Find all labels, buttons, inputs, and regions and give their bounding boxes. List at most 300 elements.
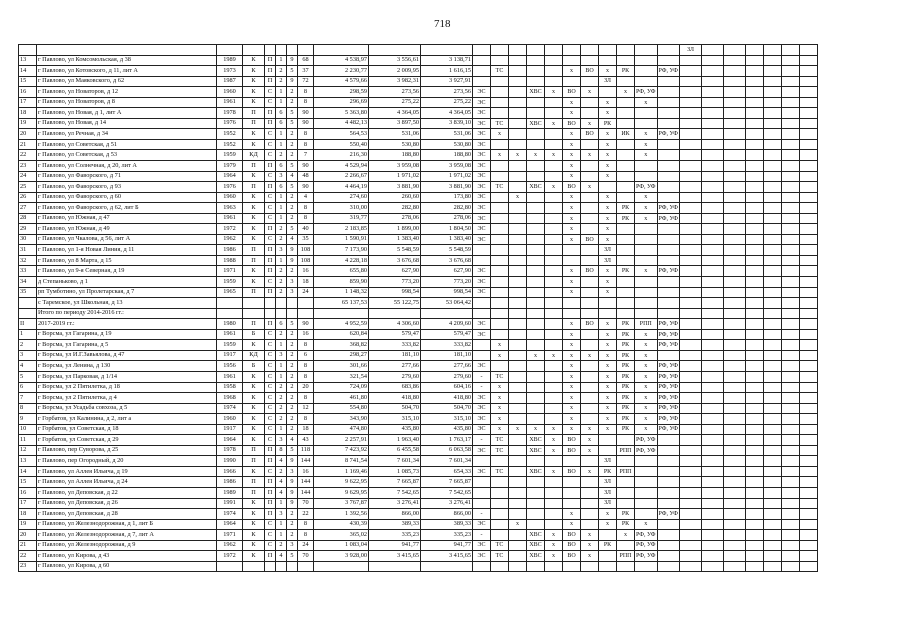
table-cell: x	[599, 287, 617, 298]
table-cell: x	[599, 234, 617, 245]
table-cell	[680, 329, 702, 340]
table-cell: 1 971,02	[369, 171, 421, 182]
table-cell: 2	[276, 76, 287, 87]
table-cell	[545, 234, 563, 245]
table-cell: РФ, УФ	[657, 340, 680, 351]
table-cell	[800, 171, 818, 182]
table-cell: 273,56	[421, 87, 473, 98]
table-cell	[369, 45, 421, 56]
table-cell: x	[617, 87, 635, 98]
table-cell: ЭС	[473, 445, 491, 456]
table-cell	[635, 171, 658, 182]
table-cell	[527, 509, 545, 520]
table-cell: РФ, УФ	[635, 551, 658, 562]
table-row	[19, 403, 818, 414]
table-cell	[800, 456, 818, 467]
table-cell: 1	[276, 361, 287, 372]
table-cell	[702, 129, 724, 140]
table-cell: 2	[287, 509, 298, 520]
table-cell: 7 542,65	[369, 487, 421, 498]
table-cell	[746, 45, 764, 56]
table-cell: 5 548,59	[421, 245, 473, 256]
table-cell	[702, 551, 724, 562]
table-cell	[782, 445, 800, 456]
table-cell: x	[599, 150, 617, 161]
table-cell	[782, 519, 800, 530]
table-cell	[527, 139, 545, 150]
table-cell: РФ, УФ	[657, 266, 680, 277]
table-cell	[746, 255, 764, 266]
table-cell	[724, 456, 746, 467]
table-cell: 181,10	[421, 350, 473, 361]
table-cell: г Павлово, ул Аллея Ильича, д 19	[37, 466, 217, 477]
table-cell: 1 971,02	[421, 171, 473, 182]
table-cell	[509, 255, 527, 266]
table-cell: 108	[298, 245, 314, 256]
table-cell: 8	[298, 203, 314, 214]
table-cell	[527, 361, 545, 372]
table-cell: К	[243, 277, 265, 288]
table-cell	[545, 498, 563, 509]
table-cell	[473, 498, 491, 509]
table-cell: РФ, УФ	[657, 393, 680, 404]
table-cell: 3	[276, 350, 287, 361]
table-row	[19, 55, 818, 66]
table-cell	[746, 350, 764, 361]
table-cell: 37	[298, 66, 314, 77]
table-cell	[724, 66, 746, 77]
table-cell	[800, 371, 818, 382]
table-cell: 1	[276, 139, 287, 150]
table-cell: x	[599, 213, 617, 224]
table-cell	[782, 466, 800, 477]
table-cell: 1961	[217, 329, 243, 340]
table-cell	[545, 371, 563, 382]
table-cell	[563, 561, 581, 572]
table-cell	[509, 161, 527, 172]
table-cell	[764, 540, 782, 551]
table-cell	[724, 445, 746, 456]
table-cell	[527, 308, 545, 319]
table-cell	[764, 340, 782, 351]
table-cell	[680, 87, 702, 98]
table-cell: РФ, УФ	[657, 509, 680, 520]
table-cell	[581, 171, 599, 182]
table-cell: 2	[287, 414, 298, 425]
table-cell: П	[243, 487, 265, 498]
table-cell	[473, 487, 491, 498]
table-cell: x	[599, 171, 617, 182]
table-cell: РФ, УФ	[657, 319, 680, 330]
table-cell	[599, 45, 617, 56]
table-cell	[491, 224, 509, 235]
table-cell	[782, 382, 800, 393]
table-cell: ХВС	[527, 540, 545, 551]
table-row	[19, 350, 818, 361]
table-cell: x	[491, 393, 509, 404]
table-cell: ТС	[491, 182, 509, 193]
table-cell: 2	[276, 393, 287, 404]
table-cell: ВО	[581, 319, 599, 330]
table-cell	[800, 551, 818, 562]
table-cell: 6	[276, 161, 287, 172]
table-cell: 1961	[217, 97, 243, 108]
table-cell	[617, 540, 635, 551]
table-cell: 1991	[217, 498, 243, 509]
table-cell	[724, 329, 746, 340]
table-cell: 1	[276, 213, 287, 224]
table-cell	[800, 435, 818, 446]
table-cell: ЭС	[473, 551, 491, 562]
table-cell	[657, 561, 680, 572]
table-cell	[599, 551, 617, 562]
table-cell: 33	[19, 266, 37, 277]
table-cell	[782, 371, 800, 382]
table-cell: 2	[287, 530, 298, 541]
table-cell: 48	[298, 171, 314, 182]
table-cell	[635, 456, 658, 467]
table-cell: г Павлово, ул Солнечная, д 20, лит А	[37, 161, 217, 172]
table-cell: x	[599, 361, 617, 372]
table-cell: С	[265, 530, 276, 541]
table-cell: x	[491, 403, 509, 414]
table-cell	[276, 298, 287, 309]
table-cell	[680, 298, 702, 309]
table-cell	[702, 361, 724, 372]
table-cell	[545, 393, 563, 404]
table-cell: РК	[617, 350, 635, 361]
table-cell	[746, 129, 764, 140]
table-cell: 2 266,67	[314, 171, 369, 182]
table-cell: К	[243, 171, 265, 182]
table-cell: РФ, УФ	[657, 361, 680, 372]
table-cell: 1961	[217, 371, 243, 382]
table-cell: 1 392,56	[314, 509, 369, 520]
table-cell: 2	[287, 87, 298, 98]
table-cell	[782, 129, 800, 140]
table-cell: 1979	[217, 161, 243, 172]
table-cell	[800, 192, 818, 203]
table-cell: 21	[19, 139, 37, 150]
table-cell: 321,54	[314, 371, 369, 382]
table-cell	[617, 561, 635, 572]
table-cell: ЭС	[473, 129, 491, 140]
table-cell: 1 616,15	[421, 66, 473, 77]
table-cell: 579,47	[369, 329, 421, 340]
table-cell: П	[265, 319, 276, 330]
table-cell: ТС	[491, 551, 509, 562]
table-cell: 4	[276, 487, 287, 498]
table-cell: РК	[617, 213, 635, 224]
table-cell	[782, 319, 800, 330]
table-cell: ЗЛ	[680, 45, 702, 56]
table-cell	[800, 87, 818, 98]
table-cell: x	[563, 519, 581, 530]
table-cell: 2	[287, 403, 298, 414]
table-cell: ВО	[581, 66, 599, 77]
table-cell: x	[563, 424, 581, 435]
table-cell: 282,80	[369, 203, 421, 214]
table-cell: x	[545, 466, 563, 477]
table-cell	[509, 477, 527, 488]
table-cell	[800, 329, 818, 340]
table-cell: x	[581, 424, 599, 435]
table-cell: г Павлово, ул 1-я Новая Линия, д 11	[37, 245, 217, 256]
table-cell	[287, 298, 298, 309]
table-cell	[509, 540, 527, 551]
table-cell: 1976	[217, 182, 243, 193]
table-cell	[617, 55, 635, 66]
table-cell: 2	[287, 519, 298, 530]
table-cell: x	[563, 161, 581, 172]
table-row	[19, 487, 818, 498]
table-cell: К	[243, 66, 265, 77]
table-cell	[509, 487, 527, 498]
table-cell: x	[527, 150, 545, 161]
table-cell	[724, 393, 746, 404]
table-cell	[635, 308, 658, 319]
table-cell: 1917	[217, 424, 243, 435]
table-cell	[617, 487, 635, 498]
table-cell	[746, 435, 764, 446]
table-cell	[369, 561, 421, 572]
table-cell	[800, 382, 818, 393]
table-cell	[764, 456, 782, 467]
table-cell	[702, 108, 724, 119]
table-cell: x	[581, 350, 599, 361]
table-cell	[635, 55, 658, 66]
table-cell: РК	[617, 319, 635, 330]
table-cell: К	[243, 55, 265, 66]
table-cell: 315,10	[369, 414, 421, 425]
table-cell: 2	[287, 139, 298, 150]
table-cell	[509, 403, 527, 414]
table-cell: 1971	[217, 530, 243, 541]
table-cell: 8	[298, 139, 314, 150]
table-cell	[800, 234, 818, 245]
table-cell: ЭС	[473, 403, 491, 414]
table-cell	[581, 45, 599, 56]
table-cell	[545, 203, 563, 214]
table-cell: РК	[617, 382, 635, 393]
table-cell	[746, 108, 764, 119]
table-cell	[800, 255, 818, 266]
table-cell	[746, 76, 764, 87]
table-cell	[702, 182, 724, 193]
table-cell	[680, 393, 702, 404]
table-cell: 1987	[217, 76, 243, 87]
table-cell: П	[265, 55, 276, 66]
table-cell: 998,54	[421, 287, 473, 298]
table-cell	[298, 45, 314, 56]
table-cell	[746, 192, 764, 203]
table-cell	[581, 224, 599, 235]
table-cell	[276, 561, 287, 572]
table-cell	[369, 308, 421, 319]
table-cell	[746, 519, 764, 530]
table-cell	[509, 108, 527, 119]
table-cell	[746, 561, 764, 572]
table-cell: x	[545, 350, 563, 361]
table-cell	[545, 340, 563, 351]
table-cell: г Павлово, ул Котовского, д 11, лит А	[37, 66, 217, 77]
table-cell	[680, 66, 702, 77]
table-cell	[563, 456, 581, 467]
table-cell: ХВС	[527, 445, 545, 456]
table-cell	[746, 477, 764, 488]
table-cell: 1964	[217, 435, 243, 446]
table-cell	[800, 498, 818, 509]
table-cell	[724, 424, 746, 435]
table-cell: 4	[276, 551, 287, 562]
table-cell: ЗЛ	[599, 255, 617, 266]
table-row	[19, 477, 818, 488]
table-cell: К	[243, 519, 265, 530]
table-cell	[527, 371, 545, 382]
table-cell: 435,80	[421, 424, 473, 435]
table-cell	[746, 161, 764, 172]
table-cell: 7 542,65	[421, 487, 473, 498]
table-cell: 4 529,94	[314, 161, 369, 172]
table-cell	[746, 540, 764, 551]
table-cell: 1	[276, 87, 287, 98]
table-cell: РК	[617, 203, 635, 214]
table-cell: г Павлово, ул Кирова, д 43	[37, 551, 217, 562]
table-cell	[800, 76, 818, 87]
table-cell: 23	[19, 561, 37, 572]
table-cell	[509, 298, 527, 309]
table-cell	[581, 329, 599, 340]
table-cell: С	[265, 540, 276, 551]
table-cell	[746, 382, 764, 393]
table-cell: К	[243, 551, 265, 562]
table-cell: К	[243, 97, 265, 108]
table-cell	[617, 171, 635, 182]
table-cell	[581, 371, 599, 382]
table-cell	[635, 255, 658, 266]
table-cell: г Павлово, ул Деповская, д 22	[37, 487, 217, 498]
table-cell: П	[265, 182, 276, 193]
table-cell: ЭС	[473, 329, 491, 340]
table-cell	[657, 540, 680, 551]
table-row	[19, 255, 818, 266]
table-cell	[800, 66, 818, 77]
table-cell: 3	[276, 245, 287, 256]
table-cell: 1	[276, 340, 287, 351]
table-cell	[545, 129, 563, 140]
table-cell: x	[599, 97, 617, 108]
table-cell: 15	[19, 477, 37, 488]
table-cell	[800, 540, 818, 551]
table-cell	[491, 277, 509, 288]
table-cell	[527, 561, 545, 572]
table-cell: 504,70	[421, 403, 473, 414]
table-cell	[509, 76, 527, 87]
table-cell: 16	[298, 466, 314, 477]
table-cell: 301,66	[314, 361, 369, 372]
table-cell: РФ, УФ	[635, 530, 658, 541]
table-cell: 35	[19, 287, 37, 298]
table-cell: ЭС	[473, 87, 491, 98]
table-cell: 3 982,31	[369, 76, 421, 87]
table-cell	[782, 424, 800, 435]
table-cell: РК	[599, 540, 617, 551]
table-cell: 144	[298, 477, 314, 488]
table-cell	[473, 561, 491, 572]
table-cell: x	[545, 424, 563, 435]
table-cell	[657, 530, 680, 541]
table-cell	[680, 530, 702, 541]
table-cell	[617, 224, 635, 235]
table-cell: ЭС	[473, 139, 491, 150]
table-cell	[800, 298, 818, 309]
table-cell	[509, 466, 527, 477]
table-cell	[545, 66, 563, 77]
table-cell	[800, 487, 818, 498]
table-cell	[680, 55, 702, 66]
table-cell: 3 839,10	[421, 118, 473, 129]
table-cell: 1964	[217, 171, 243, 182]
table-cell	[545, 329, 563, 340]
table-cell	[509, 171, 527, 182]
table-cell: ВО	[563, 118, 581, 129]
table-cell: 554,80	[314, 403, 369, 414]
table-cell: Итого по периоду 2014-2016 гг.:	[37, 308, 217, 319]
table-cell: 2017-2019 гг.:	[37, 319, 217, 330]
table-cell: г Павлово, ул Железнодорожная, д 1, лит Б	[37, 519, 217, 530]
table-cell	[782, 435, 800, 446]
table-cell: ЭС	[473, 203, 491, 214]
table-cell	[800, 213, 818, 224]
table-cell	[680, 255, 702, 266]
table-cell: 5	[287, 182, 298, 193]
table-cell	[265, 308, 276, 319]
table-cell	[491, 266, 509, 277]
table-cell: ЗЛ	[599, 487, 617, 498]
table-cell	[491, 298, 509, 309]
table-cell: 1	[276, 519, 287, 530]
table-cell: 8	[298, 129, 314, 140]
table-cell: 2	[287, 150, 298, 161]
table-cell	[421, 45, 473, 56]
table-cell: x	[509, 424, 527, 435]
table-row	[19, 192, 818, 203]
table-cell: РПП	[617, 551, 635, 562]
table-cell: x	[545, 551, 563, 562]
table-cell	[800, 361, 818, 372]
table-cell	[599, 435, 617, 446]
table-cell	[724, 466, 746, 477]
table-cell: г Павлово, ул Советская, д 53	[37, 150, 217, 161]
table-cell: г Ворсма, ул Усадьба совхоза, д 5	[37, 403, 217, 414]
table-cell: ХВС	[527, 466, 545, 477]
table-cell	[635, 477, 658, 488]
table-cell	[680, 129, 702, 140]
table-cell	[545, 319, 563, 330]
table-row	[19, 393, 818, 404]
table-cell	[680, 445, 702, 456]
table-cell	[527, 414, 545, 425]
table-cell: 315,10	[421, 414, 473, 425]
table-cell: x	[581, 87, 599, 98]
table-cell: рп Тумботино, ул Пролетарская, д 7	[37, 287, 217, 298]
table-cell	[545, 509, 563, 520]
table-cell: ЗЛ	[599, 456, 617, 467]
table-cell: ХВС	[527, 530, 545, 541]
table-cell	[800, 466, 818, 477]
table-cell	[617, 182, 635, 193]
table-cell	[702, 192, 724, 203]
